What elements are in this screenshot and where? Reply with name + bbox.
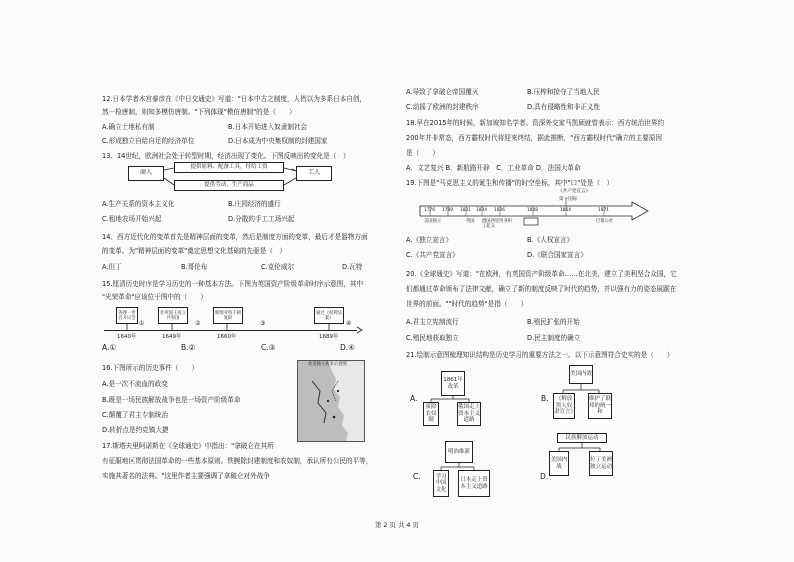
q19-event-silesian-weavers: 德国西里西亚织工起义 <box>482 219 513 229</box>
q19-option-c: C.《共产党宣言》 <box>406 251 459 259</box>
q19-year-1848: 1848 <box>527 208 538 213</box>
q19-option-b: B.《人权宣言》 <box>527 236 574 244</box>
q21-a-root-box: 1861年改革 <box>441 371 465 396</box>
q19-event-us-independence: 美国独立 <box>424 219 442 224</box>
q14-option-c: C.克伦威尔 <box>261 263 295 271</box>
q15-stem-line1: 15.厘清历史时序是学习历史的一种基本方法。下图为英国资产阶级革命时序示意图，其中 <box>102 280 364 288</box>
q19-year-1789: 1789 <box>442 208 453 213</box>
q15-event-1689: 通过《权利法案》 <box>314 307 344 324</box>
q19-event-paris-commune: 巴黎公社 <box>596 219 614 224</box>
q21-c-child1-box: 学习中国文化 <box>433 470 449 497</box>
q21-d-child2-box: 拉丁美洲独立运动 <box>589 451 613 476</box>
q17-option-d: D.具有侵略性和非正义性 <box>527 103 601 111</box>
q12-option-d: D.日本成为中央集权制的封建国家 <box>228 137 328 145</box>
page-footer: 第 2 页 共 4 页 <box>375 521 419 529</box>
q16-option-d: D.转折点是约克镇大捷 <box>102 426 169 434</box>
q13-worker-box: 工人 <box>296 166 332 181</box>
q17-option-a: A.导致了拿破仑帝国覆灭 <box>406 88 479 96</box>
q18-options: A．文艺复兴 B．新航路开辟 C．工业革命 D．法国大革命 <box>406 164 581 172</box>
q15-option-c: C.③ <box>261 343 276 352</box>
q16-map-title: 北美独立战争示意图 <box>308 362 347 367</box>
q19-label-manifesto: 《共产党宣言》 <box>558 189 591 194</box>
q17-option-c: C.动摇了欧洲的封建秩序 <box>406 103 479 111</box>
q13-option-d: D.分散的手工工场兴起 <box>228 215 295 223</box>
q15-option-b: B.② <box>181 343 196 352</box>
q17-option-b: B.压榨和掠夺了当地人民 <box>527 88 600 96</box>
q20-option-b: B.殖民扩张的开始 <box>527 318 580 326</box>
q16-option-a: A.是一次不流血的政变 <box>102 380 168 388</box>
q14-option-d: D.瓦特 <box>342 263 363 271</box>
q21-c-label: C. <box>413 472 421 481</box>
q12-stem-line1: 12.日本学者木宫泰彦在《中日交通史》写道："日本中古之制度，人皆以为多系日本自创， <box>102 95 367 103</box>
q15-marker-1: ① <box>139 320 145 327</box>
q15-year-1689: 1689年 <box>319 334 339 340</box>
q21-d-label: D. <box>540 472 549 481</box>
q18-stem-line1: 18.早在2015年的时候，新加坡知名学者、资深外交家马凯硕就曾表示：西方统治世界约 <box>406 119 665 127</box>
q21-d-root-box: 民族解放运动 <box>557 433 607 443</box>
q15-year-1640: 1640年 <box>117 334 137 340</box>
q13-supply-box: 提供原料、配备工具，付给工资 <box>174 162 284 173</box>
q21-c-root-box: 明治维新 <box>445 441 473 463</box>
q21-b-root-box: 美国内战 <box>569 365 593 384</box>
q13-option-a: A.生产关系的资本主义化 <box>102 200 175 208</box>
q13-merchant-box: 商人 <box>128 166 164 181</box>
q21-stem: 21.绘制示意图梳理知识结构是历史学习的重要方法之一。以下示意图符合史实的是（ ） <box>406 351 674 359</box>
q13-stem: 13、14世纪，欧洲社会处于转型时期，经济出现了变化。下图反映出的变化是（ ） <box>102 152 350 160</box>
q18-stem-line3: 是（ ） <box>406 149 439 157</box>
q20-stem-line2: 们都通过革命颁布了法律文献，确立了新的制度反映了时代的趋势，并以强有力的姿态展踞在 <box>406 285 677 293</box>
q17-stem-line2: 有征服地区贯彻法国革命的一些基本原则。铁腕除封建制度和农奴制，承认所有公民的平等， <box>102 457 373 465</box>
q15-event-1649: 处死国王成立共和国 <box>158 307 188 324</box>
q14-option-b: B.哥伦布 <box>181 263 208 271</box>
q15-year-1660: 1660年 <box>217 334 237 340</box>
q14-option-a: A.但丁 <box>102 263 122 271</box>
q21-c-child2-box: 日本走上资本主义道路 <box>458 470 490 497</box>
q15-event-1640: 查理一世召开议会 <box>116 307 138 324</box>
q20-option-d: D.民主制度的确立 <box>527 334 581 342</box>
q19-stem: 19.下图是"马克思主义的诞生和传播"的时空坐标，其中"口"处是（ ） <box>406 179 614 187</box>
q17-stem-line1: 17.斯塔夫里阿诺斯在《全球通史》中指出："拿破仑在其所 <box>102 442 274 450</box>
q21-a-child2-box: 俄国走上资本主义道路 <box>457 402 481 426</box>
q12-option-a: A.确立土地私有制 <box>102 123 155 131</box>
q19-year-1831: 1831 <box>460 208 471 213</box>
q14-stem-line1: 14、西方近代化的变革首先是精神层面的变革，然后是制度方面的变革，最后才是器物方面 <box>102 233 368 241</box>
q12-stem-line2: 然一检唐制，则知多模仿唐制。"下列体现"模仿唐制"的是（ ） <box>102 108 296 116</box>
q19-label-first-international: 第一国际 <box>559 197 578 202</box>
q19-year-1836: 1836 <box>494 208 505 213</box>
q19-year-1871: 1871 <box>598 208 609 213</box>
q14-stem-line2: 的变革。为"精神层面的变革"奠定思想文化基础的先驱是（ ） <box>102 247 287 255</box>
q15-option-d: D.④ <box>340 343 355 352</box>
q18-stem-line2: 200年并非常态，西方霸权时代将迎来终结，据此推断，"西方霸权时代"确立的主要原因 <box>406 134 663 142</box>
q21-a-label: A. <box>410 394 418 403</box>
q21-a-child1-box: 废除农奴制 <box>423 402 439 426</box>
q19-event-britain: 英国 <box>466 219 475 224</box>
q16-option-c: C.颠覆了君主专制统治 <box>102 411 169 419</box>
q21-d-child1-box: 美国内战 <box>549 451 569 476</box>
q13-option-b: B.庄园经济的盛行 <box>228 200 281 208</box>
q21-b-child1-box: 《解放黑人奴隶宣言》 <box>553 393 575 419</box>
q13-labor-box: 提供劳动、生产商品 <box>174 180 284 191</box>
q19-option-d: D.《联合国家宣言》 <box>527 251 587 259</box>
q21-b-label: B. <box>541 394 549 403</box>
q12-option-b: B.日本开始进入奴隶制社会 <box>228 123 308 131</box>
q15-marker-2: ② <box>195 320 201 327</box>
q20-option-a: A.君主立宪制流行 <box>406 318 459 326</box>
q20-option-c: C.殖民地获取独立 <box>406 334 459 342</box>
q15-marker-3: ③ <box>260 320 266 327</box>
q19-year-1864: 1864 <box>560 208 571 213</box>
q15-year-1649: 1649年 <box>162 334 182 340</box>
q16-stem: 16.下图所示的历史事件（ ） <box>102 364 199 372</box>
q15-event-1660: 斯图亚特王朝复辟 <box>213 307 243 324</box>
q20-stem-line3: 世界的前面。""时代的趋势"是指（ ） <box>406 300 528 308</box>
q21-b-child2-box: 维护了联邦的统一和 <box>588 393 612 419</box>
q20-stem-line1: 20.《全球通史》写道："在欧洲，有英国资产阶级革命……在北美，建立了美利坚合众国，它 <box>406 270 677 278</box>
q15-stem-line2: "光荣革命"应该位于图中的（ ） <box>102 293 207 301</box>
q19-year-1776: 1776 <box>424 208 435 213</box>
q12-option-c: C.形成独立自给自足的经济单位 <box>102 137 195 145</box>
q17-stem-line3: 实施其著名的法典。"这里作者主要强调了拿破仑对外战争 <box>102 472 270 480</box>
q15-marker-4: ④ <box>346 320 352 327</box>
q15-option-a: A.① <box>102 343 117 352</box>
q16-option-b: B.既是一场民族解放战争也是一场资产阶级革命 <box>102 396 241 404</box>
q13-option-c: C.租地农场开始兴起 <box>102 215 162 223</box>
q19-year-1834: 1834 <box>476 208 487 213</box>
q19-option-a: A.《独立宣言》 <box>406 236 453 244</box>
